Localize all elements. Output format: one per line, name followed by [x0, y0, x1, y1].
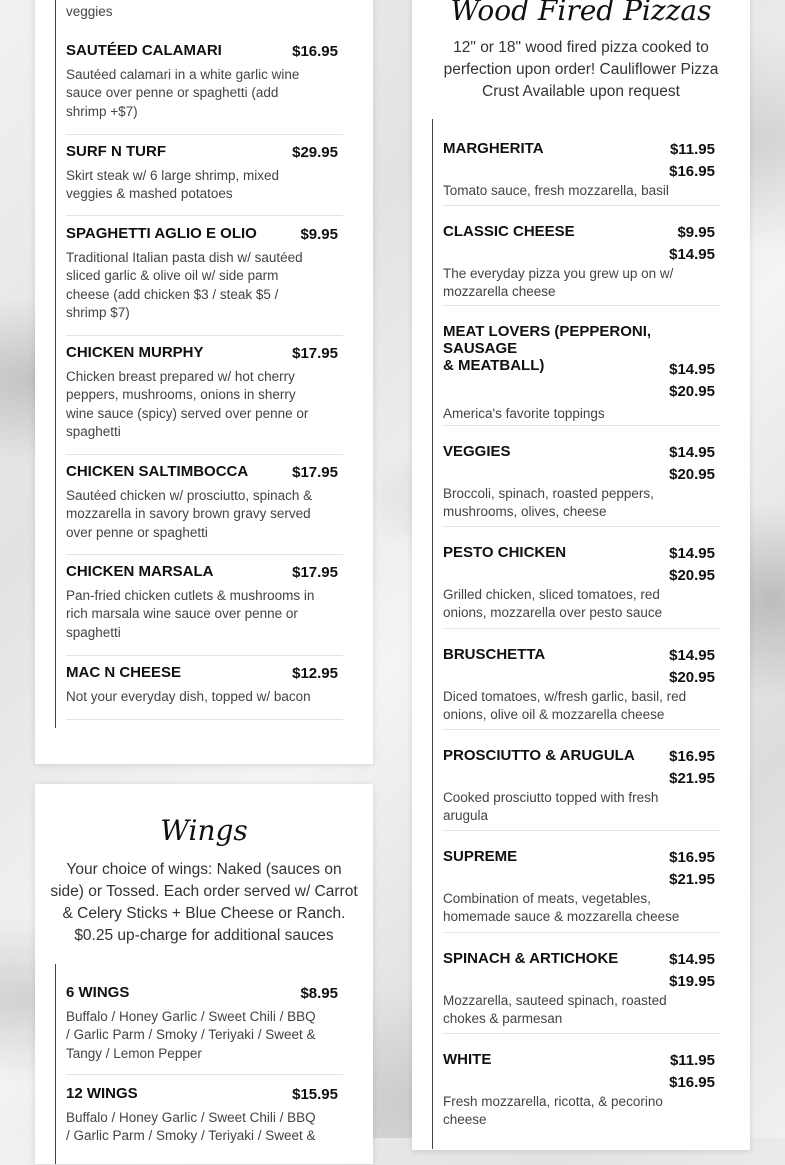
name-line: VEGGIES — [443, 443, 511, 460]
item-description — [443, 688, 693, 725]
item-description — [443, 586, 693, 623]
menu-item — [443, 140, 720, 206]
description-line: spaghetti — [66, 624, 121, 640]
item-name — [443, 443, 658, 460]
item-name — [443, 223, 658, 240]
description-line: Broccoli, spinach, roasted peppers, — [443, 486, 654, 501]
item-price: $9.95 — [300, 226, 338, 243]
pizza-menu-card — [412, 0, 750, 1150]
menu-item — [443, 747, 720, 831]
item-name: 12 WINGS — [66, 1085, 138, 1102]
description-line: Diced tomatoes, w/fresh garlic, basil, red — [443, 689, 687, 704]
item-name — [443, 140, 658, 157]
description-line: Grilled chicken, sliced tomatoes, red — [443, 587, 660, 602]
description-line: sauce over penne or spaghetti (add — [66, 85, 279, 101]
price-large: $21.95 — [669, 770, 715, 787]
item-name — [443, 646, 658, 663]
menu-item — [443, 950, 720, 1034]
item-name — [443, 544, 658, 561]
description-line: spaghetti — [66, 423, 121, 439]
menu-item — [443, 443, 720, 527]
item-description — [66, 487, 312, 542]
description-line: over penne or spaghetti — [66, 524, 208, 540]
description-line: Tomato sauce, fresh mozzarella, basil — [443, 183, 669, 198]
item-description — [443, 992, 693, 1029]
item-name: CHICKEN MARSALA — [66, 563, 214, 580]
wings-intro: Your choice of wings: Naked (sauces on side) or Tossed. Each order served w/ Carrot & Celery Sticks + Blue Cheese or Ranch. $0.25 up-charge for additional sauces — [50, 861, 358, 944]
description-line: Combination of meats, vegetables, — [443, 891, 651, 906]
price-small: $16.95 — [669, 748, 715, 765]
price-large: $21.95 — [669, 871, 715, 888]
description-line: / Garlic Parm / Smoky / Teriyaki / Sweet & — [66, 1027, 316, 1043]
item-name: SAUTÉED CALAMARI — [66, 42, 222, 59]
price-small: $14.95 — [669, 951, 715, 968]
description-line: homemade sauce & mozzarella cheese — [443, 909, 680, 925]
item-description — [443, 485, 693, 522]
menu-item — [66, 563, 343, 656]
item-description — [443, 265, 693, 302]
name-line: PROSCIUTTO & ARUGULA — [443, 747, 635, 764]
menu-item — [443, 323, 720, 426]
item-price: $17.95 — [292, 564, 338, 581]
item-name: MAC N CHEESE — [66, 664, 182, 681]
menu-item — [66, 143, 343, 216]
description-line: Traditional Italian pasta dish w/ sautéed — [66, 250, 303, 265]
menu-item — [443, 1051, 720, 1133]
menu-item — [443, 848, 720, 933]
description-line: mozzarella in savory brown gravy served — [66, 506, 311, 522]
menu-item — [66, 42, 343, 135]
description-line: arugula — [443, 808, 489, 824]
price-small: $14.95 — [669, 361, 715, 378]
section-rule — [55, 0, 56, 728]
menu-item — [66, 984, 343, 1075]
item-price: $29.95 — [292, 144, 338, 161]
name-line: PESTO CHICKEN — [443, 544, 567, 561]
item-description — [443, 405, 693, 423]
item-name: CHICKEN MURPHY — [66, 344, 204, 361]
name-line: WHITE — [443, 1051, 492, 1068]
item-description — [443, 1093, 693, 1130]
item-description — [66, 688, 311, 706]
menu-item — [443, 223, 720, 306]
description-line: America's favorite toppings — [443, 406, 605, 421]
section-rule — [55, 964, 56, 1164]
item-name: SURF N TURF — [66, 143, 166, 160]
name-line: & MEATBALL) — [443, 357, 545, 374]
description-line: / Garlic Parm / Smoky / Teriyaki / Sweet & — [66, 1128, 316, 1144]
price-large: $20.95 — [669, 383, 715, 400]
description-line: cheese (add chicken $3 / steak $5 / — [66, 286, 279, 302]
description-line: Mozzarella, sauteed spinach, roasted — [443, 993, 667, 1008]
item-name: SPAGHETTI AGLIO E OLIO — [66, 225, 257, 242]
item-price: $17.95 — [292, 345, 338, 362]
item-description — [66, 167, 279, 204]
description-line: mushrooms, olives, cheese — [443, 504, 607, 520]
item-description — [443, 890, 693, 927]
item-description — [66, 587, 314, 642]
menu-item — [66, 225, 343, 336]
item-description — [443, 789, 693, 826]
price-large: $20.95 — [669, 466, 715, 483]
menu-item — [66, 1085, 343, 1165]
name-line: SPINACH & ARTICHOKE — [443, 950, 619, 967]
item-description — [66, 1008, 316, 1063]
description-line: The everyday pizza you grew up on w/ — [443, 266, 674, 281]
description-line: wine sauce (spicy) served over penne or — [66, 405, 309, 421]
description-line: rich marsala wine sauce over penne or — [66, 606, 298, 622]
pizza-intro: 12" or 18" wood fired pizza cooked to perfection upon order! Cauliflower Pizza Crust Available upon request — [443, 39, 719, 100]
pasta-menu-card — [35, 0, 373, 764]
name-line: BRUSCHETTA — [443, 646, 546, 663]
item-name — [443, 747, 658, 764]
pizza-title: Wood Fired Pizzas — [450, 0, 712, 27]
item-price: $8.95 — [300, 985, 338, 1002]
name-line: MARGHERITA — [443, 140, 544, 157]
description-line: onions, mozzarella over pesto sauce — [443, 605, 663, 621]
wings-title: Wings — [160, 814, 248, 847]
description-line: peppers, mushrooms, onions in sherry — [66, 387, 296, 403]
description-line: cheese — [443, 1112, 487, 1128]
price-large: $14.95 — [669, 246, 715, 263]
price-small: $11.95 — [669, 141, 715, 158]
description-line: veggies & mashed potatoes — [66, 186, 233, 202]
name-line: CLASSIC CHEESE — [443, 223, 575, 240]
description-line: Chicken breast prepared w/ hot cherry — [66, 369, 295, 384]
item-price: $17.95 — [292, 464, 338, 481]
item-price: $12.95 — [292, 665, 338, 682]
cut-off-description: veggies — [66, 4, 113, 19]
description-line: Buffalo / Honey Garlic / Sweet Chili / BBQ — [66, 1009, 316, 1024]
menu-item — [66, 664, 343, 720]
item-description — [66, 1109, 316, 1146]
description-line: Pan-fried chicken cutlets & mushrooms in — [66, 588, 315, 603]
item-price: $15.95 — [292, 1086, 338, 1103]
item-description — [66, 249, 303, 322]
description-line: Cooked prosciutto topped with fresh — [443, 790, 659, 805]
item-price: $16.95 — [292, 43, 338, 60]
price-small: $9.95 — [677, 224, 715, 241]
item-description — [443, 182, 693, 200]
menu-item — [66, 463, 343, 555]
item-name — [443, 1051, 658, 1068]
description-line: Buffalo / Honey Garlic / Sweet Chili / BBQ — [66, 1110, 316, 1125]
menu-item — [443, 646, 720, 730]
price-large: $20.95 — [669, 669, 715, 686]
description-line: sliced garlic & olive oil w/ side parm — [66, 268, 279, 284]
description-line: Sautéed chicken w/ prosciutto, spinach & — [66, 488, 313, 503]
description-line: Sautéed calamari in a white garlic wine — [66, 67, 300, 82]
price-small: $16.95 — [669, 849, 715, 866]
description-line: Fresh mozzarella, ricotta, & pecorino — [443, 1094, 663, 1109]
item-name: CHICKEN SALTIMBOCCA — [66, 463, 249, 480]
description-line: Not your everyday dish, topped w/ bacon — [66, 689, 311, 704]
description-line: shrimp $7) — [66, 304, 130, 320]
section-rule — [432, 119, 433, 1149]
item-name: 6 WINGS — [66, 984, 130, 1001]
menu-item — [443, 544, 720, 629]
price-small: $14.95 — [669, 545, 715, 562]
name-line: SUPREME — [443, 848, 518, 865]
price-small: $14.95 — [669, 647, 715, 664]
price-small: $11.95 — [669, 1052, 715, 1069]
description-line: mozzarella cheese — [443, 284, 556, 300]
price-large: $16.95 — [669, 1074, 715, 1091]
name-line: MEAT LOVERS (PEPPERONI, SAUSAGE — [443, 323, 652, 357]
wings-menu-card — [35, 784, 373, 1164]
item-description — [66, 368, 308, 441]
item-name — [443, 950, 658, 967]
description-line: onions, olive oil & mozzarella cheese — [443, 707, 665, 723]
price-large: $19.95 — [669, 973, 715, 990]
description-line: shrimp +$7) — [66, 103, 138, 119]
price-small: $14.95 — [669, 444, 715, 461]
description-line: Tangy / Lemon Pepper — [66, 1045, 202, 1061]
item-name — [443, 848, 658, 865]
price-large: $16.95 — [669, 163, 715, 180]
description-line: chokes & parmesan — [443, 1011, 563, 1027]
item-description — [66, 66, 299, 121]
price-large: $20.95 — [669, 567, 715, 584]
menu-item — [66, 344, 343, 455]
description-line: Skirt steak w/ 6 large shrimp, mixed — [66, 168, 280, 183]
